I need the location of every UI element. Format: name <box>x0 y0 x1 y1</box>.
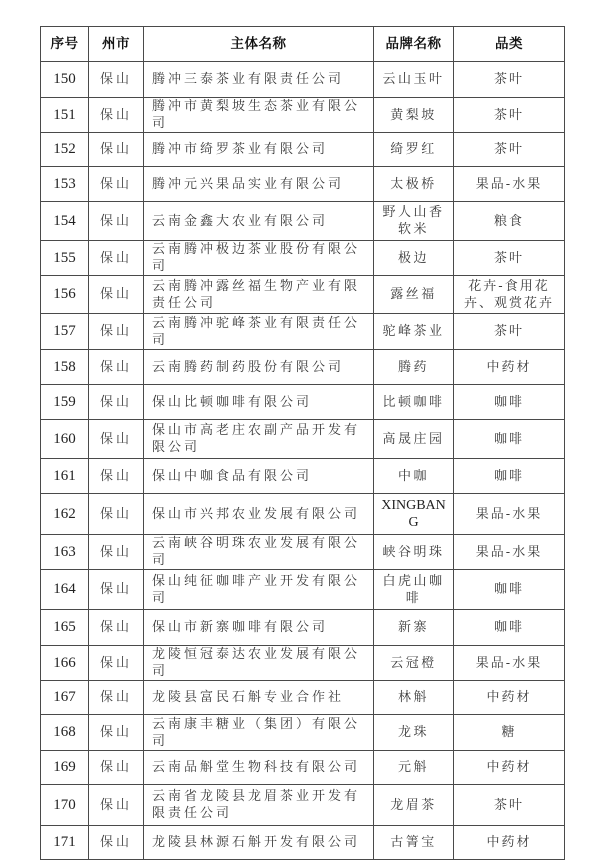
cell-brand: 比顿咖啡 <box>374 385 454 420</box>
cell-seq: 171 <box>41 826 89 860</box>
cell-entity: 龙陵恒冠泰达农业发展有限公司 <box>144 646 374 681</box>
cell-brand: 驼峰茶业 <box>374 314 454 350</box>
table-row <box>41 133 565 167</box>
cell-brand: 高晟庄园 <box>374 420 454 459</box>
cell-category: 中药材 <box>454 751 565 785</box>
cell-category: 果品-水果 <box>454 167 565 202</box>
header-category: 品类 <box>454 27 565 62</box>
cell-seq: 156 <box>41 276 89 314</box>
cell-city: 保山 <box>89 494 144 535</box>
cell-entity: 云南省龙陵县龙眉茶业开发有限责任公司 <box>144 785 374 826</box>
cell-seq: 153 <box>41 167 89 202</box>
cell-city: 保山 <box>89 570 144 610</box>
cell-entity: 云南康丰糖业（集团）有限公司 <box>144 715 374 751</box>
table-row <box>41 715 565 751</box>
cell-city: 保山 <box>89 385 144 420</box>
table-row <box>41 314 565 350</box>
cell-category: 茶叶 <box>454 62 565 98</box>
cell-seq: 164 <box>41 570 89 610</box>
cell-seq: 155 <box>41 241 89 276</box>
table-row <box>41 62 565 98</box>
table-row <box>41 276 565 314</box>
table-row <box>41 785 565 826</box>
cell-city: 保山 <box>89 133 144 167</box>
cell-category: 咖啡 <box>454 610 565 646</box>
cell-seq: 167 <box>41 681 89 715</box>
cell-seq: 166 <box>41 646 89 681</box>
cell-category: 花卉-食用花卉、观赏花卉 <box>454 276 565 314</box>
cell-seq: 151 <box>41 98 89 133</box>
cell-seq: 161 <box>41 459 89 494</box>
cell-entity: 保山比顿咖啡有限公司 <box>144 385 374 420</box>
cell-brand: 林斛 <box>374 681 454 715</box>
cell-seq: 168 <box>41 715 89 751</box>
cell-entity: 腾冲市绮罗茶业有限公司 <box>144 133 374 167</box>
cell-city: 保山 <box>89 610 144 646</box>
cell-brand: 露丝福 <box>374 276 454 314</box>
cell-category: 咖啡 <box>454 459 565 494</box>
cell-category: 咖啡 <box>454 570 565 610</box>
cell-brand: XINGBANG <box>374 494 454 535</box>
cell-entity: 保山纯征咖啡产业开发有限公司 <box>144 570 374 610</box>
cell-entity: 保山中咖食品有限公司 <box>144 459 374 494</box>
cell-entity: 云南腾冲露丝福生物产业有限责任公司 <box>144 276 374 314</box>
cell-city: 保山 <box>89 785 144 826</box>
cell-category: 茶叶 <box>454 98 565 133</box>
cell-seq: 152 <box>41 133 89 167</box>
cell-seq: 165 <box>41 610 89 646</box>
cell-brand: 中咖 <box>374 459 454 494</box>
cell-category: 果品-水果 <box>454 646 565 681</box>
cell-entity: 云南腾冲极边茶业股份有限公司 <box>144 241 374 276</box>
cell-brand: 腾药 <box>374 350 454 385</box>
cell-entity: 龙陵县富民石斛专业合作社 <box>144 681 374 715</box>
cell-entity: 云南品斛堂生物科技有限公司 <box>144 751 374 785</box>
cell-city: 保山 <box>89 826 144 860</box>
cell-category: 茶叶 <box>454 314 565 350</box>
table-row <box>41 646 565 681</box>
cell-city: 保山 <box>89 535 144 570</box>
cell-city: 保山 <box>89 420 144 459</box>
cell-category: 果品-水果 <box>454 535 565 570</box>
cell-seq: 159 <box>41 385 89 420</box>
cell-city: 保山 <box>89 459 144 494</box>
cell-seq: 162 <box>41 494 89 535</box>
cell-entity: 龙陵县林源石斛开发有限公司 <box>144 826 374 860</box>
cell-city: 保山 <box>89 314 144 350</box>
cell-seq: 154 <box>41 202 89 241</box>
cell-seq: 163 <box>41 535 89 570</box>
cell-city: 保山 <box>89 646 144 681</box>
table-row <box>41 610 565 646</box>
cell-seq: 169 <box>41 751 89 785</box>
header-entity: 主体名称 <box>144 27 374 62</box>
cell-brand: 云冠橙 <box>374 646 454 681</box>
brand-registry-table <box>40 26 565 860</box>
table-body <box>41 62 565 860</box>
cell-city: 保山 <box>89 350 144 385</box>
cell-entity: 保山市新寨咖啡有限公司 <box>144 610 374 646</box>
cell-category: 糖 <box>454 715 565 751</box>
table-header-row <box>41 27 565 62</box>
cell-brand: 元斛 <box>374 751 454 785</box>
cell-category: 中药材 <box>454 681 565 715</box>
cell-city: 保山 <box>89 62 144 98</box>
cell-brand: 绮罗红 <box>374 133 454 167</box>
cell-brand: 太极桥 <box>374 167 454 202</box>
cell-category: 咖啡 <box>454 385 565 420</box>
cell-city: 保山 <box>89 241 144 276</box>
cell-entity: 云南金鑫大农业有限公司 <box>144 202 374 241</box>
cell-entity: 云南腾药制药股份有限公司 <box>144 350 374 385</box>
table-row <box>41 459 565 494</box>
cell-entity: 腾冲市黄梨坡生态茶业有限公司 <box>144 98 374 133</box>
table-row <box>41 420 565 459</box>
cell-brand: 云山玉叶 <box>374 62 454 98</box>
cell-category: 咖啡 <box>454 420 565 459</box>
cell-brand: 古箐宝 <box>374 826 454 860</box>
cell-brand: 峡谷明珠 <box>374 535 454 570</box>
cell-entity: 云南腾冲驼峰茶业有限责任公司 <box>144 314 374 350</box>
table-row <box>41 751 565 785</box>
cell-brand: 龙眉茶 <box>374 785 454 826</box>
cell-entity: 腾冲元兴果品实业有限公司 <box>144 167 374 202</box>
table-row <box>41 241 565 276</box>
cell-city: 保山 <box>89 167 144 202</box>
header-city: 州市 <box>89 27 144 62</box>
cell-category: 粮食 <box>454 202 565 241</box>
table-row <box>41 494 565 535</box>
cell-entity: 保山市兴邦农业发展有限公司 <box>144 494 374 535</box>
cell-city: 保山 <box>89 715 144 751</box>
cell-entity: 腾冲三泰茶业有限责任公司 <box>144 62 374 98</box>
cell-city: 保山 <box>89 98 144 133</box>
cell-category: 茶叶 <box>454 785 565 826</box>
table-row <box>41 167 565 202</box>
cell-brand: 龙珠 <box>374 715 454 751</box>
cell-city: 保山 <box>89 751 144 785</box>
table-row <box>41 826 565 860</box>
cell-category: 茶叶 <box>454 133 565 167</box>
cell-category: 茶叶 <box>454 241 565 276</box>
cell-city: 保山 <box>89 276 144 314</box>
cell-brand: 极边 <box>374 241 454 276</box>
cell-city: 保山 <box>89 202 144 241</box>
table-row <box>41 385 565 420</box>
cell-city: 保山 <box>89 681 144 715</box>
cell-seq: 157 <box>41 314 89 350</box>
table-row <box>41 535 565 570</box>
cell-seq: 160 <box>41 420 89 459</box>
table-row <box>41 202 565 241</box>
table-row <box>41 98 565 133</box>
cell-seq: 158 <box>41 350 89 385</box>
table-row <box>41 350 565 385</box>
table-row <box>41 681 565 715</box>
cell-brand: 黄梨坡 <box>374 98 454 133</box>
cell-seq: 150 <box>41 62 89 98</box>
cell-brand: 野人山香软米 <box>374 202 454 241</box>
cell-brand: 白虎山咖啡 <box>374 570 454 610</box>
cell-category: 中药材 <box>454 826 565 860</box>
cell-seq: 170 <box>41 785 89 826</box>
cell-category: 中药材 <box>454 350 565 385</box>
cell-brand: 新寨 <box>374 610 454 646</box>
table-row <box>41 570 565 610</box>
cell-category: 果品-水果 <box>454 494 565 535</box>
cell-entity: 保山市高老庄农副产品开发有限公司 <box>144 420 374 459</box>
cell-entity: 云南峡谷明珠农业发展有限公司 <box>144 535 374 570</box>
header-brand: 品牌名称 <box>374 27 454 62</box>
header-seq: 序号 <box>41 27 89 62</box>
